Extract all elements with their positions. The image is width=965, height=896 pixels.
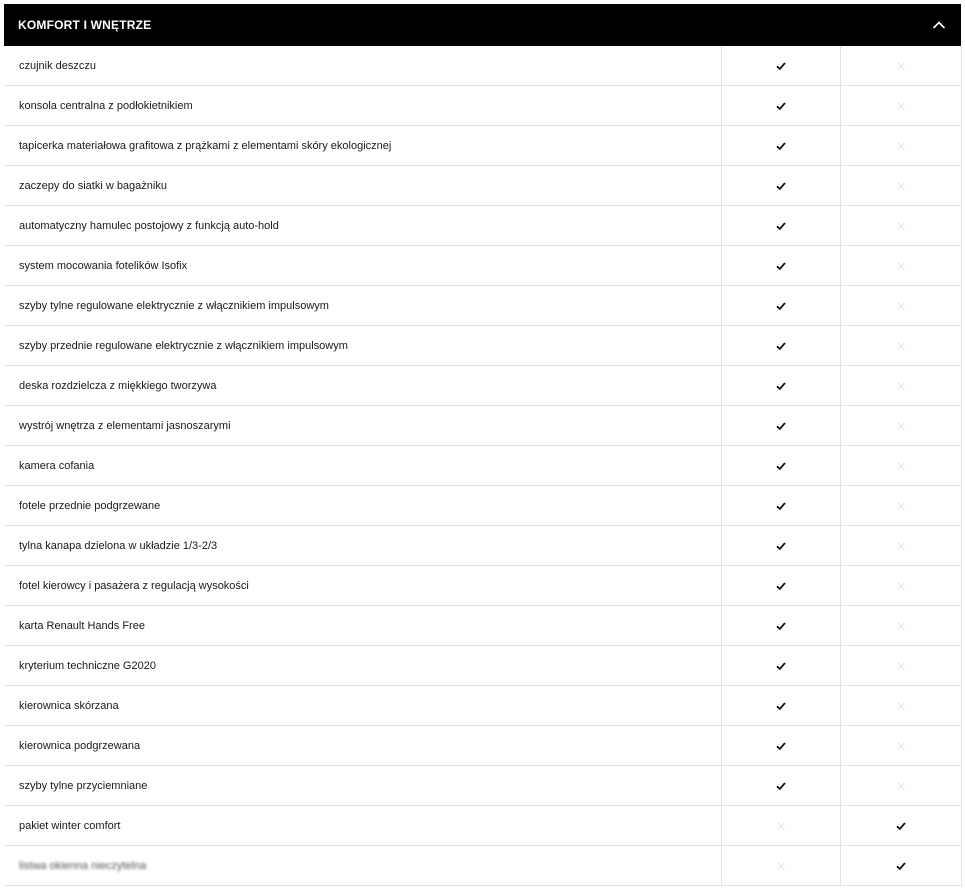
feature-label: system mocowania fotelików Isofix	[4, 246, 722, 286]
table-row	[4, 406, 962, 446]
check-icon	[841, 846, 962, 886]
cross-icon	[841, 646, 962, 686]
section-header-toggle[interactable]	[4, 4, 961, 46]
table-row	[4, 246, 962, 286]
table-row	[4, 846, 962, 886]
cross-icon	[841, 446, 962, 486]
check-icon	[722, 726, 841, 766]
section-title: KOMFORT I WNĘTRZE	[18, 18, 152, 32]
check-icon	[722, 326, 841, 366]
feature-label: tylna kanapa dzielona w układzie 1/3-2/3	[4, 526, 722, 566]
check-icon	[722, 126, 841, 166]
table-row	[4, 46, 962, 86]
check-icon	[722, 766, 841, 806]
table-row	[4, 686, 962, 726]
feature-label: karta Renault Hands Free	[4, 606, 722, 646]
cross-icon	[841, 286, 962, 326]
table-row	[4, 86, 962, 126]
feature-label: szyby tylne przyciemniane	[4, 766, 722, 806]
cross-icon	[722, 846, 841, 886]
cross-icon	[841, 166, 962, 206]
feature-label: fotele przednie podgrzewane	[4, 486, 722, 526]
check-icon	[722, 166, 841, 206]
check-icon	[722, 446, 841, 486]
cross-icon	[841, 526, 962, 566]
cross-icon	[841, 46, 962, 86]
check-icon	[722, 86, 841, 126]
cross-icon	[841, 126, 962, 166]
cross-icon	[722, 806, 841, 846]
table-row	[4, 806, 962, 846]
check-icon	[841, 806, 962, 846]
table-row	[4, 526, 962, 566]
chevron-up-icon[interactable]	[931, 17, 947, 33]
check-icon	[722, 526, 841, 566]
check-icon	[722, 46, 841, 86]
feature-label: czujnik deszczu	[4, 46, 722, 86]
table-row	[4, 446, 962, 486]
cross-icon	[841, 566, 962, 606]
check-icon	[722, 246, 841, 286]
check-icon	[722, 566, 841, 606]
feature-label: zaczepy do siatki w bagażniku	[4, 166, 722, 206]
cross-icon	[841, 686, 962, 726]
table-row	[4, 646, 962, 686]
feature-label: szyby przednie regulowane elektrycznie z włącznikiem impulsowym	[4, 326, 722, 366]
table-row	[4, 726, 962, 766]
check-icon	[722, 686, 841, 726]
table-row	[4, 366, 962, 406]
feature-label: listwa okienna nieczytelna	[4, 846, 722, 886]
features-table	[4, 46, 962, 886]
check-icon	[722, 366, 841, 406]
table-row	[4, 166, 962, 206]
check-icon	[722, 646, 841, 686]
features-panel	[4, 4, 961, 886]
feature-label: wystrój wnętrza z elementami jasnoszarymi	[4, 406, 722, 446]
feature-label: kierownica podgrzewana	[4, 726, 722, 766]
check-icon	[722, 406, 841, 446]
cross-icon	[841, 486, 962, 526]
table-row	[4, 606, 962, 646]
feature-label: kierownica skórzana	[4, 686, 722, 726]
table-row	[4, 486, 962, 526]
feature-label: kamera cofania	[4, 446, 722, 486]
feature-label: automatyczny hamulec postojowy z funkcją auto-hold	[4, 206, 722, 246]
table-row	[4, 286, 962, 326]
cross-icon	[841, 766, 962, 806]
cross-icon	[841, 366, 962, 406]
feature-label: kryterium techniczne G2020	[4, 646, 722, 686]
check-icon	[722, 286, 841, 326]
table-row	[4, 766, 962, 806]
cross-icon	[841, 606, 962, 646]
feature-label: pakiet winter comfort	[4, 806, 722, 846]
table-row	[4, 566, 962, 606]
feature-label: tapicerka materiałowa grafitowa z prążkami z elementami skóry ekologicznej	[4, 126, 722, 166]
table-row	[4, 206, 962, 246]
check-icon	[722, 206, 841, 246]
feature-label: deska rozdzielcza z miękkiego tworzywa	[4, 366, 722, 406]
cross-icon	[841, 726, 962, 766]
cross-icon	[841, 86, 962, 126]
cross-icon	[841, 246, 962, 286]
check-icon	[722, 606, 841, 646]
feature-label: fotel kierowcy i pasażera z regulacją wysokości	[4, 566, 722, 606]
feature-label: konsola centralna z podłokietnikiem	[4, 86, 722, 126]
cross-icon	[841, 326, 962, 366]
cross-icon	[841, 406, 962, 446]
table-row	[4, 326, 962, 366]
cross-icon	[841, 206, 962, 246]
table-row	[4, 126, 962, 166]
feature-label: szyby tylne regulowane elektrycznie z włącznikiem impulsowym	[4, 286, 722, 326]
check-icon	[722, 486, 841, 526]
